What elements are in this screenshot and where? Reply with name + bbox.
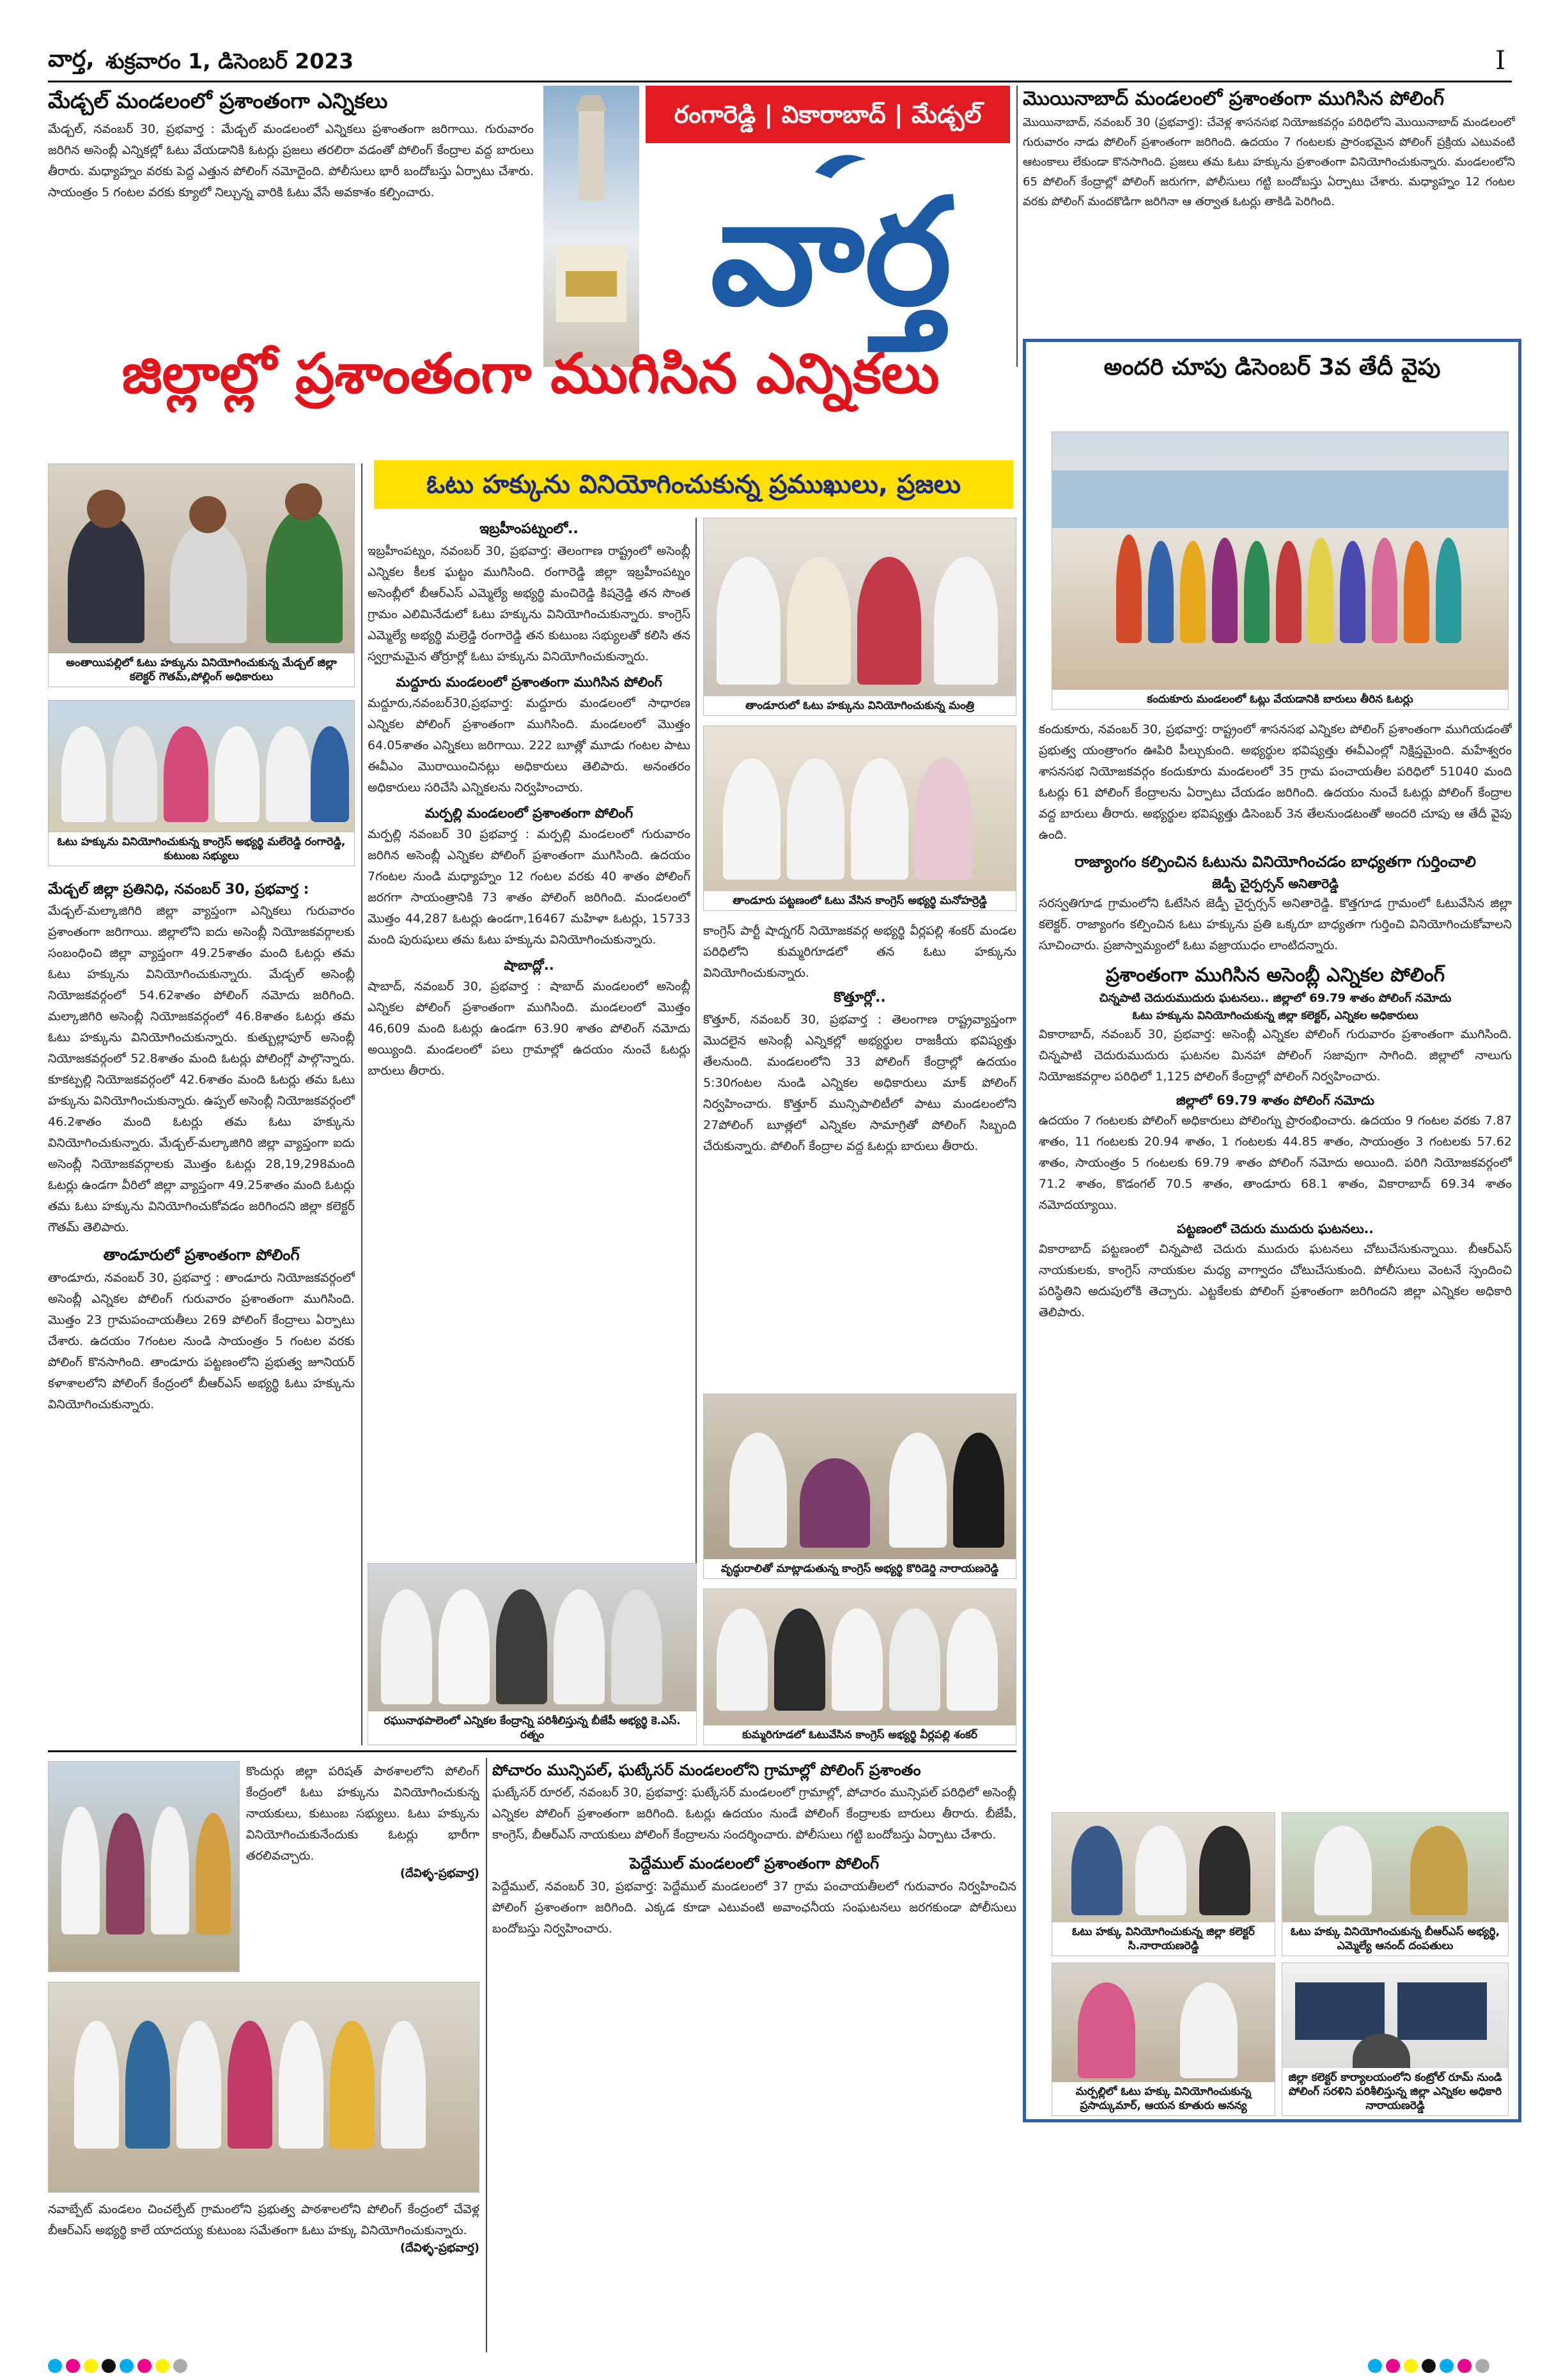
photo-collector-voting (48, 463, 355, 687)
section-subheading: చిన్నపాటి చెదురుముదురు ఘటనలు.. జిల్లాలో 69.79 శాతం పోలింగ్ నమోదు (1099, 992, 1452, 1005)
photo-caption: తాండూరు పట్టణంలో ఓటు వేసిన కాంగ్రెస్ అభ్యర్థి మనోహర్రెడ్డి (704, 891, 1016, 910)
divider (1016, 86, 1018, 367)
registration-marks-left (48, 2359, 240, 2376)
column-body: కందుకూరు, నవంబర్ 30, ప్రభవార్త: రాష్ట్రంలో శాసనసభ ఎన్నికల పోలింగ్ ప్రశాంతంగా ముగియడంతో ప్రభుత్వ యంత్రాంగం ఊపిరి పీల్చుకుంది. అభ్యర్థుల భవిష్యత్తు ఈవీఎంల్లో నిక్షిప్తమైంది. మహేశ్వరం శాసనసభ నియోజకవర్గం కందుకూరు మండలంలో 35 గ్రామ పంచాయతీల పరిధిలో 51040 మంది ఓటర్లు 61 పోలింగ్ కేంద్రాలను ఏర్పాటు చేయడం జరిగింది. ఉదయం నుంచే ఓటర్లు పోలింగ్ కేంద్రాల వద్ద బారులు తీరారు. అభ్యర్థుల భవిష్యత్తు డిసెంబర్ 3న తేలనుండటంతో అందరి చూపు ఆ తేదీ వైపు ఉంది. (1039, 722, 1512, 842)
bird-logo-icon (812, 146, 869, 185)
right-box-title: అందరి చూపు డిసెంబర్ 3వ తేదీ వైపు (1103, 354, 1441, 380)
issue-date: శుక్రవారం 1, డిసెంబర్ 2023 (105, 49, 354, 74)
divider (695, 518, 697, 1745)
photo-caption: వృద్ధురాలితో మాట్లాడుతున్న కాంగ్రెస్ అభ్యర్థి కొరిడెర్డి నారాయణరెడ్డి (704, 1559, 1016, 1578)
story-medchal (48, 86, 534, 367)
section-heading: మర్పల్లి మండలంలో ప్రశాంతంగా పోలింగ్ (424, 805, 633, 821)
districts-banner: రంగారెడ్డి | వికారాబాద్ | మేడ్చల్ (646, 86, 1010, 143)
section-subheading: ఓటు హక్కును వినియోగించుకున్న జిల్లా కలెక్టర్, ఎన్నికల అధికారులు (1132, 1009, 1418, 1022)
story-title: మొయినాబాద్ మండలంలో ప్రశాంతంగా ముగిసిన పోలింగ్ (1023, 88, 1445, 110)
column-body: మద్దూరు,నవంబర్30,ప్రభవార్త: మద్దూరు మండలంలో సాధారణ ఎన్నికల పోలింగ్ ప్రశాంతంగా ముగిసింది. మండలంలో మొత్తం 64.05శాతం ఎన్నికలు జరిగాయి. 222 బూత్లో మూడు గంటల పాటు ఈవీఎం మొరాయించినట్లు అధికారులు తెలిపారు. అనంతరం అధికారులు సరిచేసి ఎన్నికలను నిర్వహించారు. (368, 696, 690, 795)
section-heading: షాబాద్లో.. (504, 958, 554, 973)
column-body: వికారాబాద్, నవంబర్ 30, ప్రభవార్త: అసెంబ్లీ ఎన్నికల పోలింగ్ గురువారం ప్రశాంతంగా ముగిసింది. చిన్నపాటి చెదురుముదురు ఘటనల మినహా పోలింగ్ సజావుగా సాగింది. జిల్లాలో నాలుగు నియోజకవర్గాల పరిధిలో 1,125 పోలింగ్ కేంద్రాల్లో పోలింగ్ నిర్వహించారు. (1039, 1027, 1512, 1084)
section-heading: ఇబ్రహీంపట్నంలో.. (479, 521, 579, 537)
photo-mla-anand (1282, 1812, 1509, 1956)
photo-shankar-voting (703, 1589, 1016, 1745)
column-body: కాంగ్రెస్ పార్టీ షాద్నగర్ నియోజకవర్గ అభ్యర్థి వీర్లపల్లి శంకర్ మండల పరిధిలోని కుమ్మరిగూడలో తన ఓటు హక్కును వినియోగించుకున్నారు. (703, 924, 1016, 980)
photo-caption: జిల్లా కలెక్టర్ కార్యాలయంలోని కంట్రోల్ రూమ్ నుండి పోలింగ్ సరళిని పరిశీలిస్తున్న జిల్లా ఎన్నికల అధికారి నారాయణరెడ్డి (1282, 2068, 1508, 2115)
photo-elderly-woman (703, 1394, 1016, 1579)
photo-caption: ఓటు హక్కు వినియోగించుకున్న బీఆర్ఎస్ అభ్యర్థి, ఎమ్మెల్యే ఆనంద్ దంపతులు (1282, 1922, 1508, 1956)
photo-credit: (దేవిళ్ళ-ప్రభవార్త) (400, 1867, 479, 1880)
registration-marks-right (1368, 2359, 1515, 2376)
column-body: కొందుర్గు జిల్లా పరిషత్ పాఠశాలలోని పోలింగ్ కేంద్రంలో ఓటు హక్కును వినియోగించుకున్న నాయకులు, కుటుంబ సభ్యులు. ఓటు హక్కును వినియోగించుకునేందుకు ఓటర్లు భారీగా తరలివచ్చారు. (246, 1764, 479, 1863)
column-body: షాబాద్, నవంబర్ 30, ప్రభవార్త : షాబాద్ మండలంలో అసెంబ్లీ ఎన్నికల పోలింగ్ ప్రశాంతంగా ముగిసింది. మండలంలో మొత్తం 46,609 మంది ఓటర్లు ఉండగా 63.90 శాతం పోలింగ్ నమోదు అయ్యింది. మండలంలో పలు గ్రామాల్లో ఉదయం నుంచే ఓటర్లు బారులు తీరారు. (368, 979, 690, 1078)
column-body: ఇబ్రహీంపట్నం, నవంబర్ 30, ప్రభవార్త: తెలంగాణ రాష్ట్రంలో అసెంబ్లీ ఎన్నికల కీలక ఘట్టం ముగిసింది. రంగారెడ్డి జిల్లా ఇబ్రహీంపట్నం అసెంబ్లీలో బీఆర్ఎస్ ఎమ్మెల్యే అభ్యర్థి మంచిరెడ్డి కిషన్రెడ్డి తన సొంత గ్రామం ఎలిమినేడులో ఓటు హక్కును వినియోగించుకున్నారు. కాంగ్రెస్ ఎమ్మెల్యే అభ్యర్థి మల్రెడ్డి రంగారెడ్డి తన కుటుంబ సభ్యులతో కలిసి తన స్వగ్రామమైన తోర్రూర్లో ఓటు హక్కును వినియోగించుకున్నారు. (368, 544, 690, 664)
column-1 (48, 879, 355, 1739)
photo-congress-family (48, 700, 355, 866)
photo-caption: తాండూరులో ఓటు హక్కును వినియోగించుకున్న మంత్రి (704, 696, 1016, 715)
column-body: మేడ్చల్-మల్కాజిగిరి జిల్లా వ్యాప్తంగా ఎన్నికలు గురువారం ప్రశాంతంగా జరిగాయి. జిల్లాలోని ఐదు అసెంబ్లీ నియోజకవర్గాలకు సంబంధించి జిల్లా వ్యాప్తంగా 49.25శాతం మంది ఓటర్లు తమ ఓటు హక్కును వినియోగించుకున్నారు. మేడ్చల్ అసెంబ్లీ నియోజకవర్గంలో 54.62శాతం పోలింగ్ నమోదు జరిగింది. మల్కాజిగిరి అసెంబ్లీ నియోజకవర్గంలో 46.8శాతం ఓటర్లు తమ ఓటు హక్కును వినియోగించుకున్నారు. కుత్బుల్లాపూర్ అసెంబ్లీ నియోజకవర్గంలో 52.8శాతం మంది ఓటర్లు పోలింగ్లో పాల్గొన్నారు. కూకట్పల్లి నియోజకవర్గంలో 42.6శాతం మంది ఓటర్లు తమ ఓటు హక్కును వినియోగించుకున్నారు. ఉప్పల్ అసెంబ్లీ నియోజకవర్గంలో 46.2శాతం మంది ఓటర్లు తమ ఓటు హక్కును వినియోగించుకున్నారు. మేడ్చల్-మల్కాజిగిరి జిల్లా వ్యాప్తంగా ఐదు అసెంబ్లీ నియోజకవర్గాలకు మొత్తం ఓటర్లు 28,19,298మంది ఓటర్లు ఉండగా వీరిలో జిల్లా వ్యాప్తంగా 49.25శాతం మంది ఓటర్లు తమ ఓటు హక్కును వినియోగించుకోవడం జరిగిందని జిల్లా కలెక్టర్ గౌతమ్ తెలిపారు. (48, 904, 355, 1234)
temple-photo (543, 86, 639, 367)
photo-caption: అంతాయిపల్లిలో ఓటు హక్కును వినియోగించుకున్న మేడ్చల్ జిల్లా కలెక్టర్ గౌతమ్,పోల్లింగ్ అధికారులు (49, 653, 354, 687)
photo-congress-candidate (703, 726, 1016, 911)
header-rule (48, 81, 1512, 82)
column-body: వికారాబాద్ పట్టణంలో చిన్నపాటి చెదురు ముదురు ఘటనలు చోటుచేసుకున్నాయి. బీఆర్ఎస్ నాయకులకు, కాంగ్రెస్ నాయకుల మధ్య వాగ్వాదం చోటుచేసుకుంది. పోలీసులు వెంటనే స్పందించి పరిస్థితిని అదుపులోకి తెచ్చారు. ఎట్టకేలకు పోలింగ్ ప్రశాంతంగా జరిగిందని జిల్లా ఎన్నికల అధికారి తెలిపారు. (1039, 1242, 1512, 1319)
photo-caption: కుమ్మరిగూడలో ఓటువేసిన కాంగ్రెస్ అభ్యర్థి వీర్లపల్లి శంకర్ (704, 1725, 1016, 1745)
sub-headline: ఓటు హక్కును వినియోగించుకున్న ప్రముఖులు, ప్రజలు (374, 460, 1013, 509)
paper-name: వార్త, (48, 46, 95, 72)
photo-caption: మర్పల్లిలో ఓటు హక్కు వినియోగించుకున్న ప్రసాద్కుమార్, ఆయన కూతురు అనన్య (1052, 2082, 1275, 2115)
photo-caption: ఓటు హక్కును వినియోగించుకున్న కాంగ్రెస్ అభ్యర్థి మలేరెడ్డి రంగారెడ్డి, కుటుంబ సభ్యులు (49, 832, 354, 866)
main-headline: జిల్లాల్లో ప్రశాంతంగా ముగిసిన ఎన్నికలు (121, 342, 940, 406)
temple-icon (543, 86, 639, 367)
bottom-rule (48, 1750, 1016, 1752)
photo-minister-voting (703, 518, 1016, 716)
photo-control-room (1282, 1963, 1509, 2116)
story-body: మొయినాబాద్, నవంబర్ 30 (ప్రభవార్త): చేవెళ్ల శాసనసభ నియోజకవర్గం పరిధిలోని మొయినాబాద్ మండలంలో గురువారం నాడు పోలింగ్ ప్రశాంతంగా జరిగింది. ఉదయం 7 గంటలకు ప్రారంభమైన పోలింగ్ ప్రక్రియ ఎటువంటి ఆటంకాలు లేకుండా కొనసాగింది. ప్రజలు తమ ఓటు హక్కును ప్రశాంతంగా వినియోగించుకున్నారు. మండలంలోని 65 పోలింగ్ కేంద్రాల్లో పోలింగ్ జరుగగా, పోలీసులు గట్టి బందోబస్తు ఏర్పాటు చేశారు. మధ్యాహ్నం 12 గంటల వరకు పోలింగ్ మందకొడిగా జరిగినా ఆ తర్వాత ఓటర్లు తాకిడి పెరిగింది. (1023, 116, 1515, 208)
bottom-text-1 (246, 1761, 479, 1972)
story-moinabad (1023, 86, 1515, 380)
page-header (48, 46, 1512, 78)
column-body: ఘట్కేసర్ రూరల్, నవంబర్ 30, ప్రభవార్త: ఘట్కేసర్ మండలంలో గ్రామాల్లో, పోచారం మున్సిపల్ పరిధిలో అసెంబ్లీ ఎన్నికల పోలింగ్ ప్రశాంతంగా జరిగింది. ఓటర్లు ఉదయం నుండే పోలింగ్ కేంద్రాలకు బారులు తీరారు. బీజేపీ, కాంగ్రెస్, బీఆర్ఎస్ నాయకులు పోలింగ్ కేంద్రాలను సందర్శించారు. పోలీసులు గట్టి బందోబస్తు ఏర్పాటు చేశారు. (492, 1785, 1016, 1842)
section-heading: పోచారం మున్సిపల్, ఘట్కేసర్ మండలంలోని గ్రామాల్లో పోలింగ్ ప్రశాంతం (492, 1761, 921, 1779)
section-heading: తాండూరులో ప్రశాంతంగా పోలింగ్ (103, 1246, 300, 1264)
column-2 (368, 518, 690, 1739)
section-heading: జిల్లాలో 69.79 శాతం పోలింగ్ నమోదు (1176, 1093, 1374, 1108)
column-body: ఉదయం 7 గంటలకు పోలింగ్ అధికారులు పోలింగ్ను ప్రారంభించారు. ఉదయం 9 గంటల వరకు 7.87 శాతం, 11 గంటలకు 20.94 శాతం, 1 గంటలకు 44.85 శాతం, సాయంత్రం 3 గంటలకు 57.62 శాతం, సాయంత్రం 5 గంటలకు 69.79 శాతం పోలింగ్ నమోదు అయింది. పరిగి నియోజకవర్గంలో 71.2 శాతం, కొడంగల్ 70.5 శాతం, తాండూరు 68.1 శాతం, వికారాబాద్ 69.34 శాతం నమోదయ్యాయి. (1039, 1114, 1512, 1212)
column-body: కొత్తూర్, నవంబర్ 30, ప్రభవార్త : తెలంగాణ రాష్ట్రవ్యాప్తంగా మొదలైన అసెంబ్లీ ఎన్నికల్లో అభ్యర్థుల రాజకీయ భవిష్యత్తు తేలనుంది. మండలంలోని 33 పోలింగ్ కేంద్రాల్లో ఉదయం 5:30గంటల నుండి ఎన్నికల అధికారులు మాక్ పోలింగ్ నిర్వహించారు. కొత్తూర్ మున్సిపాలిటీలో పాటు మండలంలోని 27పోలింగ్ బూత్లలో ఎన్నికల సామాగ్రితో పోలింగ్ సిబ్బంది చేరుకున్నారు. పోలింగ్ కేంద్రాల వద్ద ఓటర్లు బారులు తీరారు. (703, 1013, 1016, 1153)
photo-credit: (దేవిళ్ళ-ప్రభవార్త) (400, 2241, 479, 2255)
logo-wordmark: వార్త (710, 166, 952, 338)
section-heading: ప్రశాంతంగా ముగిసిన అసెంబ్లీ ఎన్నికల పోలింగ్ (1105, 964, 1445, 986)
column-body: సరస్వతిగూడ గ్రామంలోని ఓటేసిన జెడ్పీ చైర్పర్సన్ అనితారెడ్డి. కొత్తగూడ గ్రామంలో ఓటువేసిన జిల్లా కలెక్టర్. రాజ్యాంగం కల్పించిన ఓటు హక్కును ప్రతి ఒక్కరూ బాధ్యతగా గుర్తించి వినియోగించుకోవాలని సూచించారు. ప్రజాస్వామ్యంలో ఓటు వజ్రాయుధం లాంటిదన్నారు. (1039, 896, 1512, 953)
photo-bjp-candidate (368, 1563, 697, 1745)
column-body: పెద్దేముల్, నవంబర్ 30, ప్రభవార్త: పెద్దేముల్ మండలంలో 37 గ్రామ పంచాయతీలలో గురువారం నిర్వహించిన పోలింగ్ ప్రశాంతంగా జరిగింది. ఎక్కడ కూడా ఎటువంటి అవాంఛనీయ సంఘటనలు జరగకుండా పోలీసులు బందోబస్తు నిర్వహించారు. (492, 1879, 1016, 1936)
page-number: I (1495, 46, 1505, 75)
column-body: నవాబ్పేట్ మండలం చించల్పేట్ గ్రామంలోని ప్రభుత్వ పాఠశాలలోని పోలింగ్ కేంద్రంలో చేవెళ్ల బీఆర్ఎస్ అభ్యర్థి కాలే యాదయ్య కుటుంబ సమేతంగా ఓటు హక్కు వినియోగించుకున్నారు. (48, 2202, 479, 2237)
section-heading: మద్దూరు మండలంలో ప్రశాంతంగా ముగిసిన పోలింగ్ (396, 674, 662, 690)
photo-kondurgu (48, 1761, 240, 1972)
photo-collector-narayanareddy (1052, 1812, 1275, 1956)
divider (361, 463, 362, 1745)
dateline: మేడ్చల్ జిల్లా ప్రతినిధి, నవంబర్ 30, ప్రభవార్త : (48, 882, 309, 898)
column-3 (703, 921, 1016, 1387)
story-title: మేడ్చల్ మండలంలో ప్రశాంతంగా ఎన్నికలు (48, 88, 388, 113)
story-body: మేడ్చల్, నవంబర్ 30, ప్రభవార్త : మేడ్చల్ మండలంలో ఎన్నికలు ప్రశాంతంగా జరిగాయి. గురువారం జరిగిన అసెంబ్లీ ఎన్నికల్లో ఓటు వేయడానికి ఓటర్లు ప్రజలు తరలిరా వడంతో పోలింగ్ కేంద్రాల వద్ద బారులు తీరారు. మధ్యాహ్నం వరకు పెద్ద ఎత్తున పోలింగ్ నమోదైంది. పోలీసులు భారీ బందోబస్తు ఏర్పాటు చేశారు. సాయంత్రం 5 గంటల వరకు క్యూలో నిల్చున్న వారికి ఓటు వేసే అవకాశం కల్పించారు. (48, 122, 534, 199)
masthead-logo-block (543, 86, 1010, 367)
section-heading: రాజ్యాంగం కల్పించిన ఓటును వినియోగించడం బాధ్యతగా గుర్తించాలి (1075, 853, 1476, 871)
photo-kandukur-queue (1052, 432, 1509, 710)
bottom-text-2 (48, 2199, 479, 2353)
column-body: మర్పల్లి నవంబర్ 30 ప్రభవార్త : మర్పల్లి మండలంలో గురువారం జరిగిన అసెంబ్లీ ఎన్నికల పోలింగ్ ప్రశాంతంగా ముగిసింది. ఉదయం 7గంటల నుండి మధ్యాహ్నం 12 గంటల వరకు 40 శాతం పోలింగ్ జరగగా సాయంత్రానికి 73 శాతం పోలింగ్ జరిగింది. మండలంలో మొత్తం 44,287 ఓటర్లు ఉండగా,16467 మహిళా ఓటర్లు, 15733 మంది పురుషులు తమ ఓటు హక్కును వినియోగించుకున్నారు. (368, 827, 690, 947)
divider (486, 1758, 487, 2353)
photo-prasadkumar (1052, 1963, 1275, 2116)
bottom-mid-story (492, 1758, 1016, 2353)
section-heading: కొత్తూర్లో.. (834, 990, 886, 1006)
section-heading: పట్టణంలో చెదురు ముదురు ఘటనలు.. (1177, 1221, 1374, 1236)
section-subheading: జెడ్పీ చైర్పర్సన్ అనితారెడ్డి (1212, 876, 1339, 891)
photo-caption: రఘునాథపాలెంలో ఎన్నికల కేంద్రాన్ని పరిశీలిస్తున్న బీజేపీ అభ్యర్థి కె.ఎస్. రత్నం (368, 1711, 696, 1745)
section-heading: పెద్దేముల్ మండలంలో ప్రశాంతంగా పోలింగ్ (629, 1855, 880, 1872)
column-body: తాండూరు, నవంబర్ 30, ప్రభవార్త : తాండూరు నియోజకవర్గంలో అసెంబ్లీ ఎన్నికల పోలింగ్ గురువారం ప్రశాంతంగా ముగిసింది. మొత్తం 23 గ్రామపంచాయతీలు 269 పోలింగ్ కేంద్రాలు ఏర్పాటు చేశారు. ఉదయం 7గంటల నుండి సాయంత్రం 5 గంటల వరకు పోలింగ్ కొనసాగింది. తాండూరు పట్టణంలోని ప్రభుత్వ జూనియర్ కళాశాలలోని పోలింగ్ కేంద్రంలో బీఆర్ఎస్ అభ్యర్థి ఓటు హక్కును వినియోగించుకున్నారు. (48, 1271, 355, 1412)
photo-caption: ఓటు హక్కు వినియోగించుకున్న జిల్లా కలెక్టర్ సి.నారాయణరెడ్డి (1052, 1922, 1275, 1956)
photo-chinchalpet (48, 1982, 479, 2193)
photo-caption: కందుకూరు మండలంలో ఓట్లు వేయడానికి బారులు తీరిన ఓటర్లు (1052, 690, 1508, 709)
